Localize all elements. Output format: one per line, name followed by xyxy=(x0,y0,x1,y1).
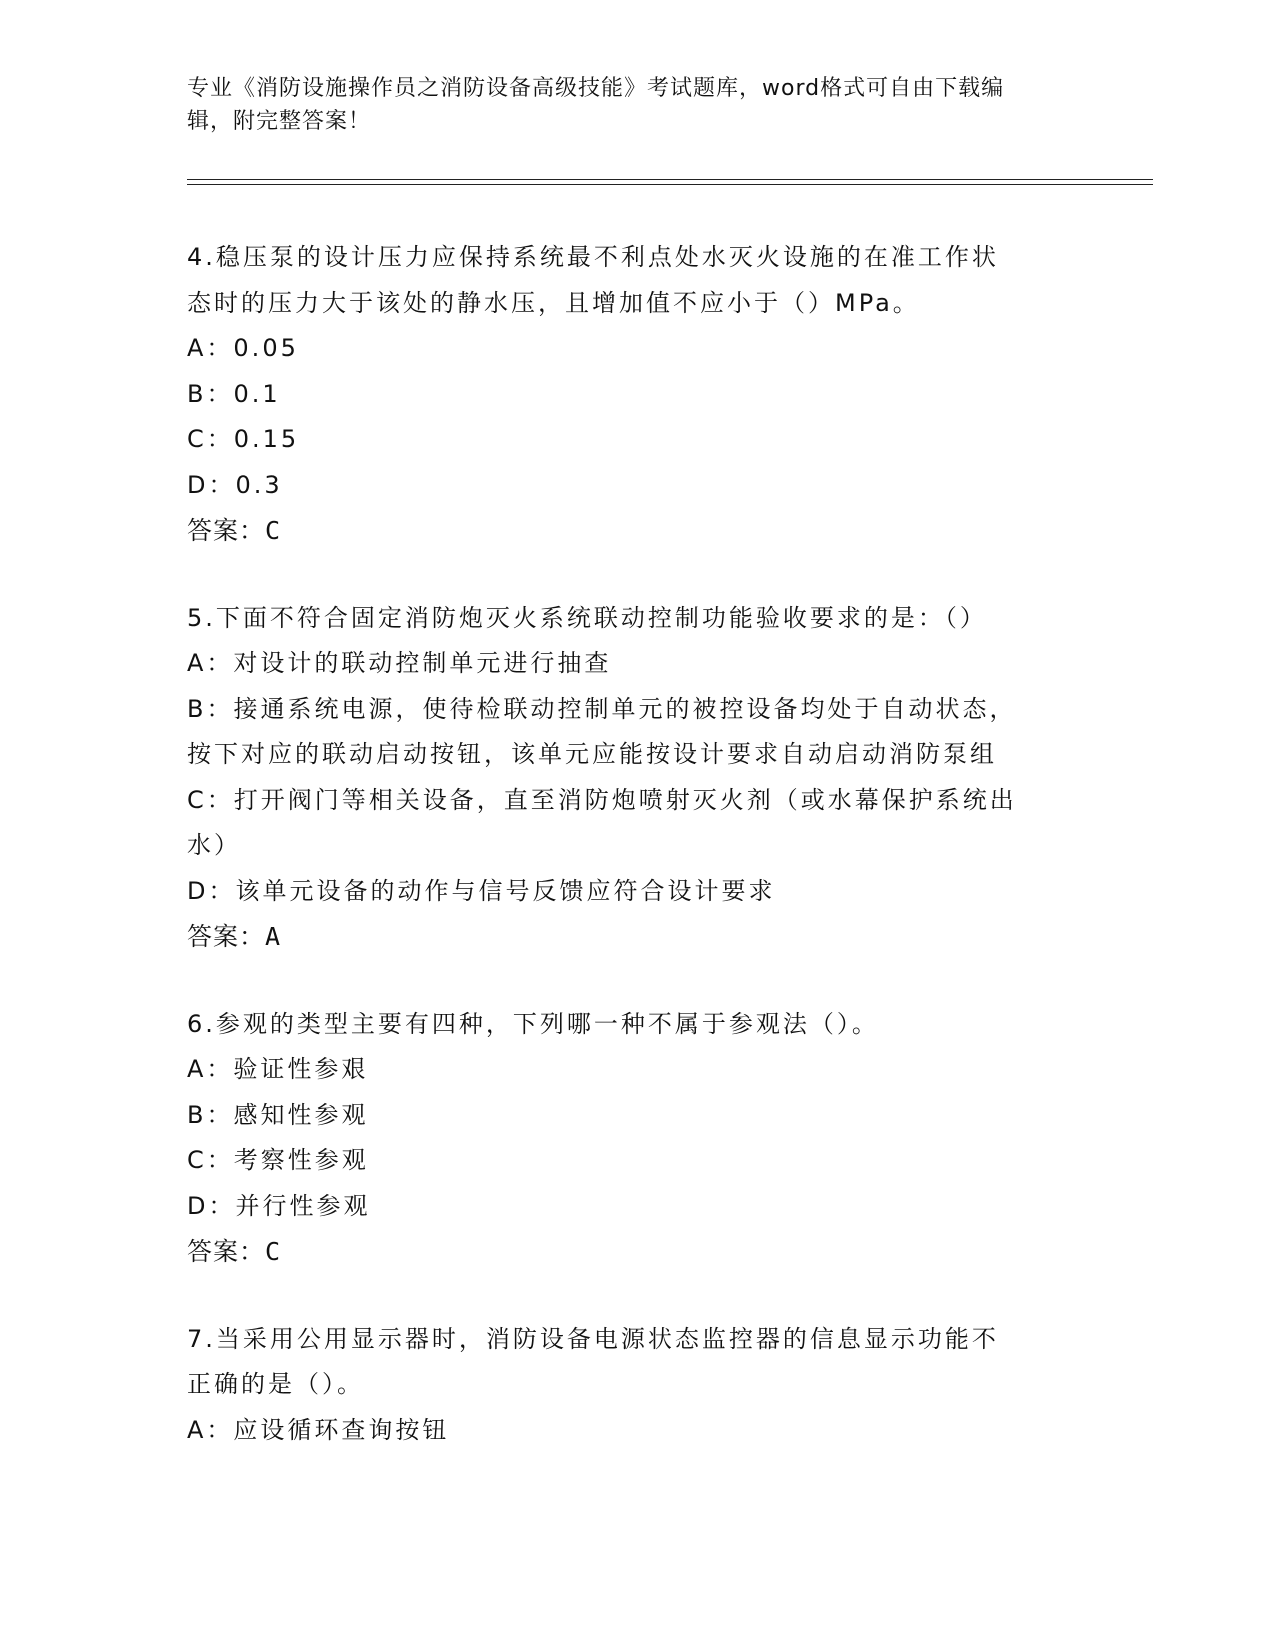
header-rule-bottom xyxy=(187,184,1153,185)
option-c-continued: 水） xyxy=(187,831,241,859)
option-a: A：验证性参艰 xyxy=(187,1055,369,1083)
option-a: A：应设循环查询按钮 xyxy=(187,1415,450,1444)
option-b-continued: 按下对应的联动启动按钮，该单元应能按设计要求自动启动消防泵组 xyxy=(187,740,997,768)
option-c: C：打开阀门等相关设备，直至消防炮喷射灭火剂（或水幕保护系统出 xyxy=(187,785,1017,814)
option-d: D：并行性参观 xyxy=(187,1191,371,1220)
header-rule-top xyxy=(187,179,1153,180)
option-b: B：0.1 xyxy=(187,379,281,408)
option-a: A：0.05 xyxy=(187,334,299,362)
question-stem-line: 4.稳压泵的设计压力应保持系统最不利点处水灭火设施的在准工作状 xyxy=(187,243,999,271)
option-c: C：考察性参观 xyxy=(187,1146,369,1174)
question-stem-line: 5.下面不符合固定消防炮灭火系统联动控制功能验收要求的是：（） xyxy=(187,603,987,632)
question-list xyxy=(187,235,1087,1495)
document-header xyxy=(187,72,1067,138)
question-stem-line: 6.参观的类型主要有四种，下列哪一种不属于参观法（）。 xyxy=(187,1009,879,1038)
header-line-1: 专业《消防设施操作员之消防设备高级技能》考试题库，word格式可自由下载编 xyxy=(187,76,1005,101)
question-6 xyxy=(187,1002,1087,1275)
option-a: A：对设计的联动控制单元进行抽查 xyxy=(187,649,612,677)
answer: 答案：C xyxy=(187,1237,282,1266)
option-b: B：接通系统电源，使待检联动控制单元的被控设备均处于自动状态， xyxy=(187,694,1017,723)
question-stem-line: 正确的是（）。 xyxy=(187,1370,364,1398)
question-7 xyxy=(187,1317,1087,1454)
header-line-2: 辑，附完整答案！ xyxy=(187,109,372,134)
question-stem-line: 7.当采用公用显示器时，消防设备电源状态监控器的信息显示功能不 xyxy=(187,1324,999,1353)
question-4 xyxy=(187,235,1087,554)
answer: 答案：A xyxy=(187,922,282,951)
answer: 答案：C xyxy=(187,516,282,545)
question-stem-line: 态时的压力大于该处的静水压，且增加值不应小于（）MPa。 xyxy=(187,288,920,317)
option-d: D：该单元设备的动作与信号反馈应符合设计要求 xyxy=(187,876,776,905)
option-d: D：0.3 xyxy=(187,470,283,499)
option-c: C：0.15 xyxy=(187,425,300,453)
option-b: B：感知性参观 xyxy=(187,1100,369,1129)
question-5 xyxy=(187,596,1087,960)
